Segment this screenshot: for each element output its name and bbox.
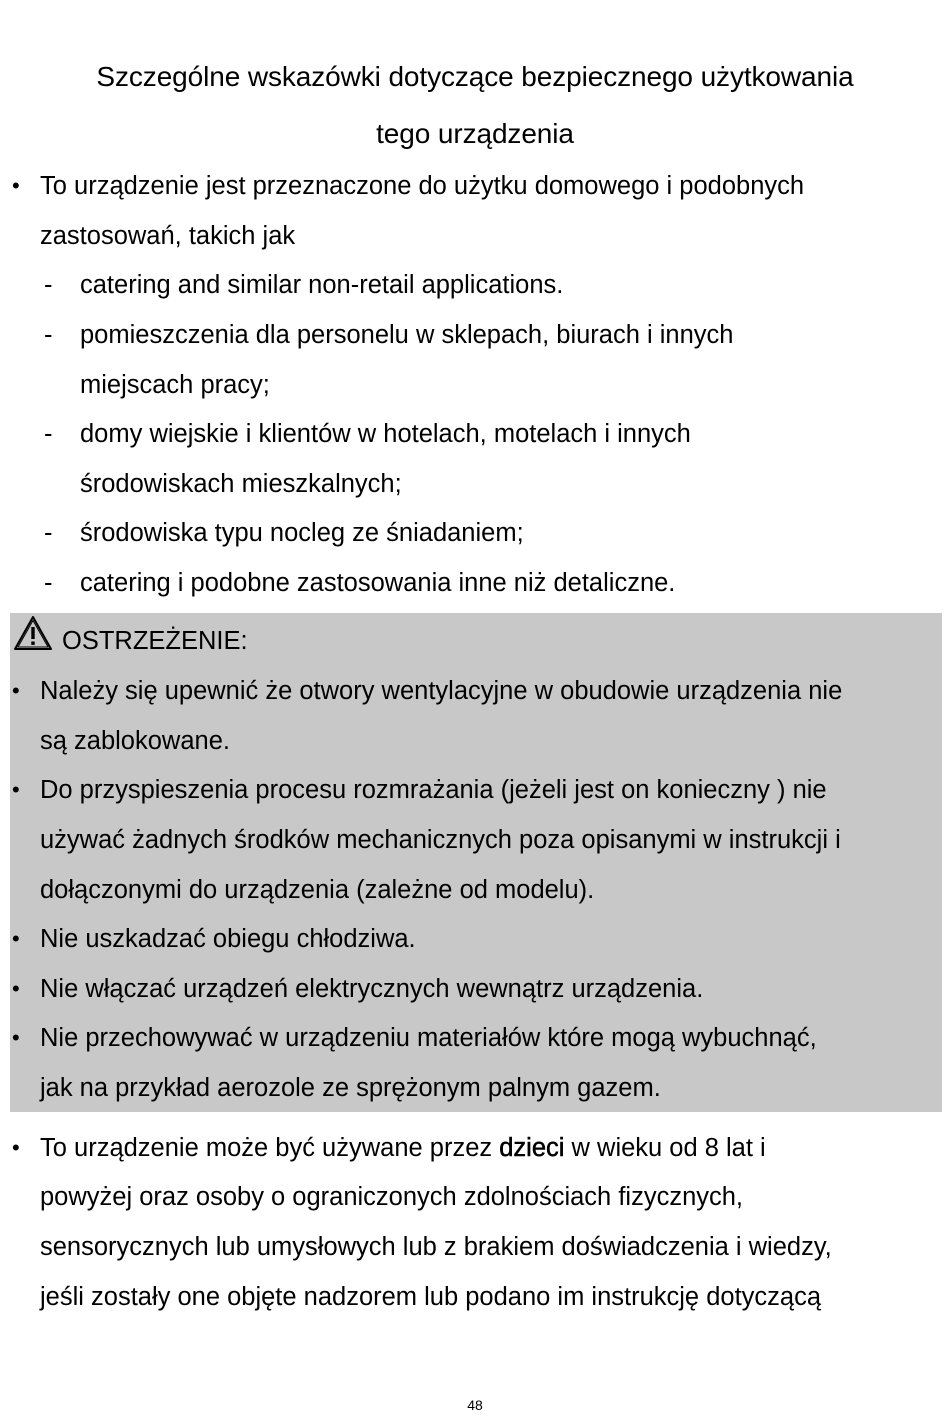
dash-glyph: -	[44, 420, 53, 448]
intro-line-1: To urządzenie jest przeznaczone do użytku domowego i podobnych	[40, 172, 805, 200]
use-item-1: catering and similar non-retail applications.	[80, 271, 564, 299]
warning-item-2: Do przyspieszenia procesu rozmrażania (jeżeli jest on konieczny ) nie	[40, 776, 827, 804]
warning-heading: OSTRZEŻENIE:	[62, 627, 248, 655]
page-title-line-2: tego urządzenia	[376, 118, 574, 149]
warning-item-2-cont-1: używać żadnych środków mechanicznych poza opisanymi w instrukcji i	[40, 826, 841, 854]
bullet: •	[12, 777, 20, 802]
dash-glyph: -	[44, 271, 53, 299]
use-item-4: środowiska typu nocleg ze śniadaniem;	[80, 519, 524, 547]
children-line-3: sensorycznych lub umysłowych lub z brakiem doświadczenia i wiedzy,	[40, 1233, 832, 1261]
page-title-line-1: Szczególne wskazówki dotyczące bezpiecznego użytkowania	[96, 61, 854, 92]
children-line-1-end: w wieku od 8 lat i	[564, 1134, 766, 1162]
use-item-3: domy wiejskie i klientów w hotelach, motelach i innych	[80, 420, 691, 448]
use-item-2-cont: miejscach pracy;	[80, 371, 270, 399]
intro-line-2: zastosowań, takich jak	[40, 222, 296, 250]
children-keyword: dzieci	[499, 1134, 565, 1162]
warning-item-5-cont: jak na przykład aerozole ze sprężonym palnym gazem.	[40, 1074, 661, 1102]
children-line-1	[40, 1133, 766, 1163]
bullet: •	[12, 1025, 20, 1050]
use-item-5: catering i podobne zastosowania inne niż detaliczne.	[80, 569, 676, 597]
warning-item-4: Nie włączać urządzeń elektrycznych wewnątrz urządzenia.	[40, 975, 704, 1003]
bullet: •	[12, 678, 20, 703]
warning-item-2-cont-2: dołączonymi do urządzenia (zależne od modelu).	[40, 876, 595, 904]
page-number: 48	[467, 1397, 483, 1413]
dash-glyph: -	[44, 569, 53, 597]
bullet: •	[12, 976, 20, 1001]
bullet: •	[12, 926, 20, 951]
children-line-2: powyżej oraz osoby o ograniczonych zdolnościach fizycznych,	[40, 1183, 744, 1211]
warning-item-1: Należy się upewnić że otwory wentylacyjne w obudowie urządzenia nie	[40, 677, 843, 705]
dash-glyph: -	[44, 321, 53, 349]
use-item-2: pomieszczenia dla personelu w sklepach, biurach i innych	[80, 321, 734, 349]
warning-triangle-icon	[12, 614, 54, 652]
children-line-4: jeśli zostały one objęte nadzorem lub podano im instrukcję dotyczącą	[40, 1283, 822, 1311]
dash-glyph: -	[44, 519, 53, 547]
warning-item-3: Nie uszkadzać obiegu chłodziwa.	[40, 925, 416, 953]
warning-item-5: Nie przechowywać w urządzeniu materiałów które mogą wybuchnąć,	[40, 1024, 817, 1052]
use-item-3-cont: środowiskach mieszkalnych;	[80, 470, 402, 498]
bullet-intro: •	[12, 173, 20, 198]
bullet: •	[12, 1135, 20, 1160]
children-line-1-start: To urządzenie może być używane przez	[40, 1134, 500, 1162]
warning-item-1-cont: są zablokowane.	[40, 727, 230, 755]
